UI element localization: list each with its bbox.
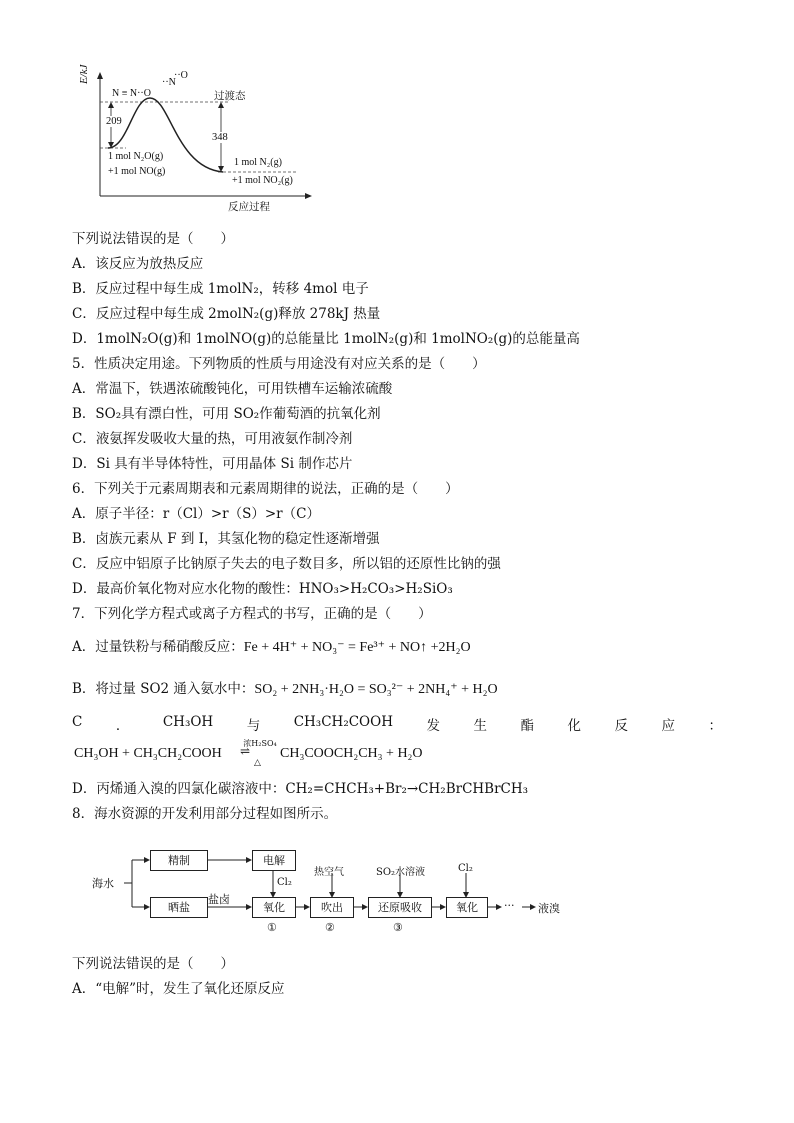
q8-stem: 8．海水资源的开发利用部分过程如图所示。 [72,806,338,822]
q5-option-b: B．SO₂具有漂白性，可用 SO₂作葡萄酒的抗氧化剂 [72,406,381,422]
q7-c-catalyst: 浓H₂SO₄ [243,739,277,748]
q7-b-prefix: B．将过量 SO2 通入氨水中： [72,681,255,697]
q5-option-a: A．常温下，铁遇浓硫酸钝化，可用铁槽车运输浓硫酸 [72,381,393,397]
q6-option-d: D．最高价氧化物对应水化物的酸性：HNO₃>H₂CO₃>H₂SiO₃ [72,581,453,597]
q6-stem: 6．下列关于元素周期表和元素周期律的说法，正确的是（ ） [72,481,459,497]
q7-c-token: 酯 [520,718,534,734]
reduce-absorb-box: 还原吸收 [368,897,432,918]
q7-c-token: CH₃OH [162,714,214,730]
brine-label: 盐卤 [208,893,230,906]
ts-structure-3: ··O [174,70,188,81]
q5-stem: 5．性质决定用途。下列物质的性质与用途没有对应关系的是（ ） [72,356,486,372]
product-line-2: +1 mol NO₂(g) [232,175,293,186]
q7-a-prefix: A．过量铁粉与稀硝酸反应： [72,639,244,655]
reversible-arrows-icon: ⇌ [240,744,251,758]
q7-option-b [72,680,498,699]
q7-option-d: D．丙烯通入溴的四氯化碳溶液中：CH₂=CHCH₃+Br₂→CH₂BrCHBrCH₃ [72,781,529,797]
q4-stem: 下列说法错误的是（ ） [72,231,234,247]
q7-c-token: 化 [567,718,581,734]
q7-c-token: ： [708,718,722,734]
q7-c-token: 反 [614,718,628,734]
electrolysis-box: 电解 [252,850,296,871]
cl2-label-b: Cl₂ [458,863,473,874]
oxidize-box-1: 氧化 [252,897,296,918]
q8-option-a: A．“电解”时，发生了氧化还原反应 [72,981,285,997]
q7-a-equation: Fe + 4H⁺ + NO₃⁻ = Fe³⁺ + NO↑ +2H₂O [243,640,471,655]
reactant-line-2: +1 mol NO(g) [108,166,166,177]
q7-c-eq-right: CH₃COOCH₂CH₃ + H₂O [280,746,423,761]
ts-structure-1: N ≡ N··O [112,88,151,99]
q5-option-d: D．Si 具有半导体特性，可用晶体 Si 制作芯片 [72,456,353,472]
q6-option-c: C．反应中铝原子比钠原子失去的电子数目多，所以铝的还原性比钠的强 [72,556,501,572]
step-marker-1: ① [267,921,277,934]
q4-option-b: B．反应过程中每生成 1molN₂，转移 4mol 电子 [72,281,369,297]
q7-c-heat: △ [254,758,261,768]
blow-out-box: 吹出 [310,897,354,918]
q7-c-token: 应 [661,718,675,734]
q6-option-a: A．原子半径：r（Cl）>r（S）>r（C） [72,506,320,522]
so2-solution-label: SO₂水溶液 [376,867,426,878]
q5-option-c: C．液氨挥发吸收大量的热，可用液氨作制冷剂 [72,431,353,447]
q7-c-token: 生 [473,718,487,734]
hot-air-label: 热空气 [314,867,344,878]
reactant-line-1: 1 mol N₂O(g) [108,151,164,162]
step-marker-2: ② [325,921,335,934]
q7-c-token: ． [115,718,130,734]
q7-c-token: 与 [246,718,261,734]
seawater-label: 海水 [92,877,114,890]
q7-stem: 7．下列化学方程式或离子方程式的书写，正确的是（ ） [72,606,432,622]
oxidize-box-2: 氧化 [446,897,488,918]
axis-x-label: 反应过程 [228,202,270,213]
refine-box: 精制 [150,850,208,871]
value-209: 209 [106,116,122,127]
q7-c-token: 发 [426,718,440,734]
cl2-label-a: Cl₂ [277,877,292,888]
ellipsis-label: ··· [504,899,515,912]
liquid-bromine-label: 液溴 [538,902,560,915]
q4-option-a: A．该反应为放热反应 [72,256,204,272]
axis-y-label: E/kJ [78,64,90,84]
q4-option-c: C．反应过程中每生成 2molN₂(g)释放 278kJ 热量 [72,306,381,322]
q7-c-token: C [72,714,83,730]
q7-b-equation: SO₂ + 2NH₃·H₂O = SO₃²⁻ + 2NH₄⁺ + H₂O [254,682,498,697]
step-marker-3: ③ [393,921,403,934]
q6-option-b: B．卤族元素从 F 到 I，其氢化物的稳定性逐渐增强 [72,531,380,547]
q7-option-a [72,638,471,657]
q8-stem-2: 下列说法错误的是（ ） [72,956,234,972]
transition-state-label: 过渡态 [214,91,246,102]
q7-option-c-stem [72,714,722,734]
q4-option-d: D．1molN₂O(g)和 1molNO(g)的总能量比 1molN₂(g)和 1molNO₂(g)的总能量高 [72,331,580,347]
value-348: 348 [212,132,228,143]
product-line-1: 1 mol N₂(g) [234,157,282,168]
energy-diagram [78,64,318,216]
q7-c-token: CH₃CH₂COOH [293,714,393,730]
sun-salt-box: 晒盐 [150,897,208,918]
seawater-flowchart [90,845,570,940]
q7-c-eq-left: CH₃OH + CH₃CH₂COOH [74,746,222,761]
ts-structure-2: ··N [162,77,176,88]
